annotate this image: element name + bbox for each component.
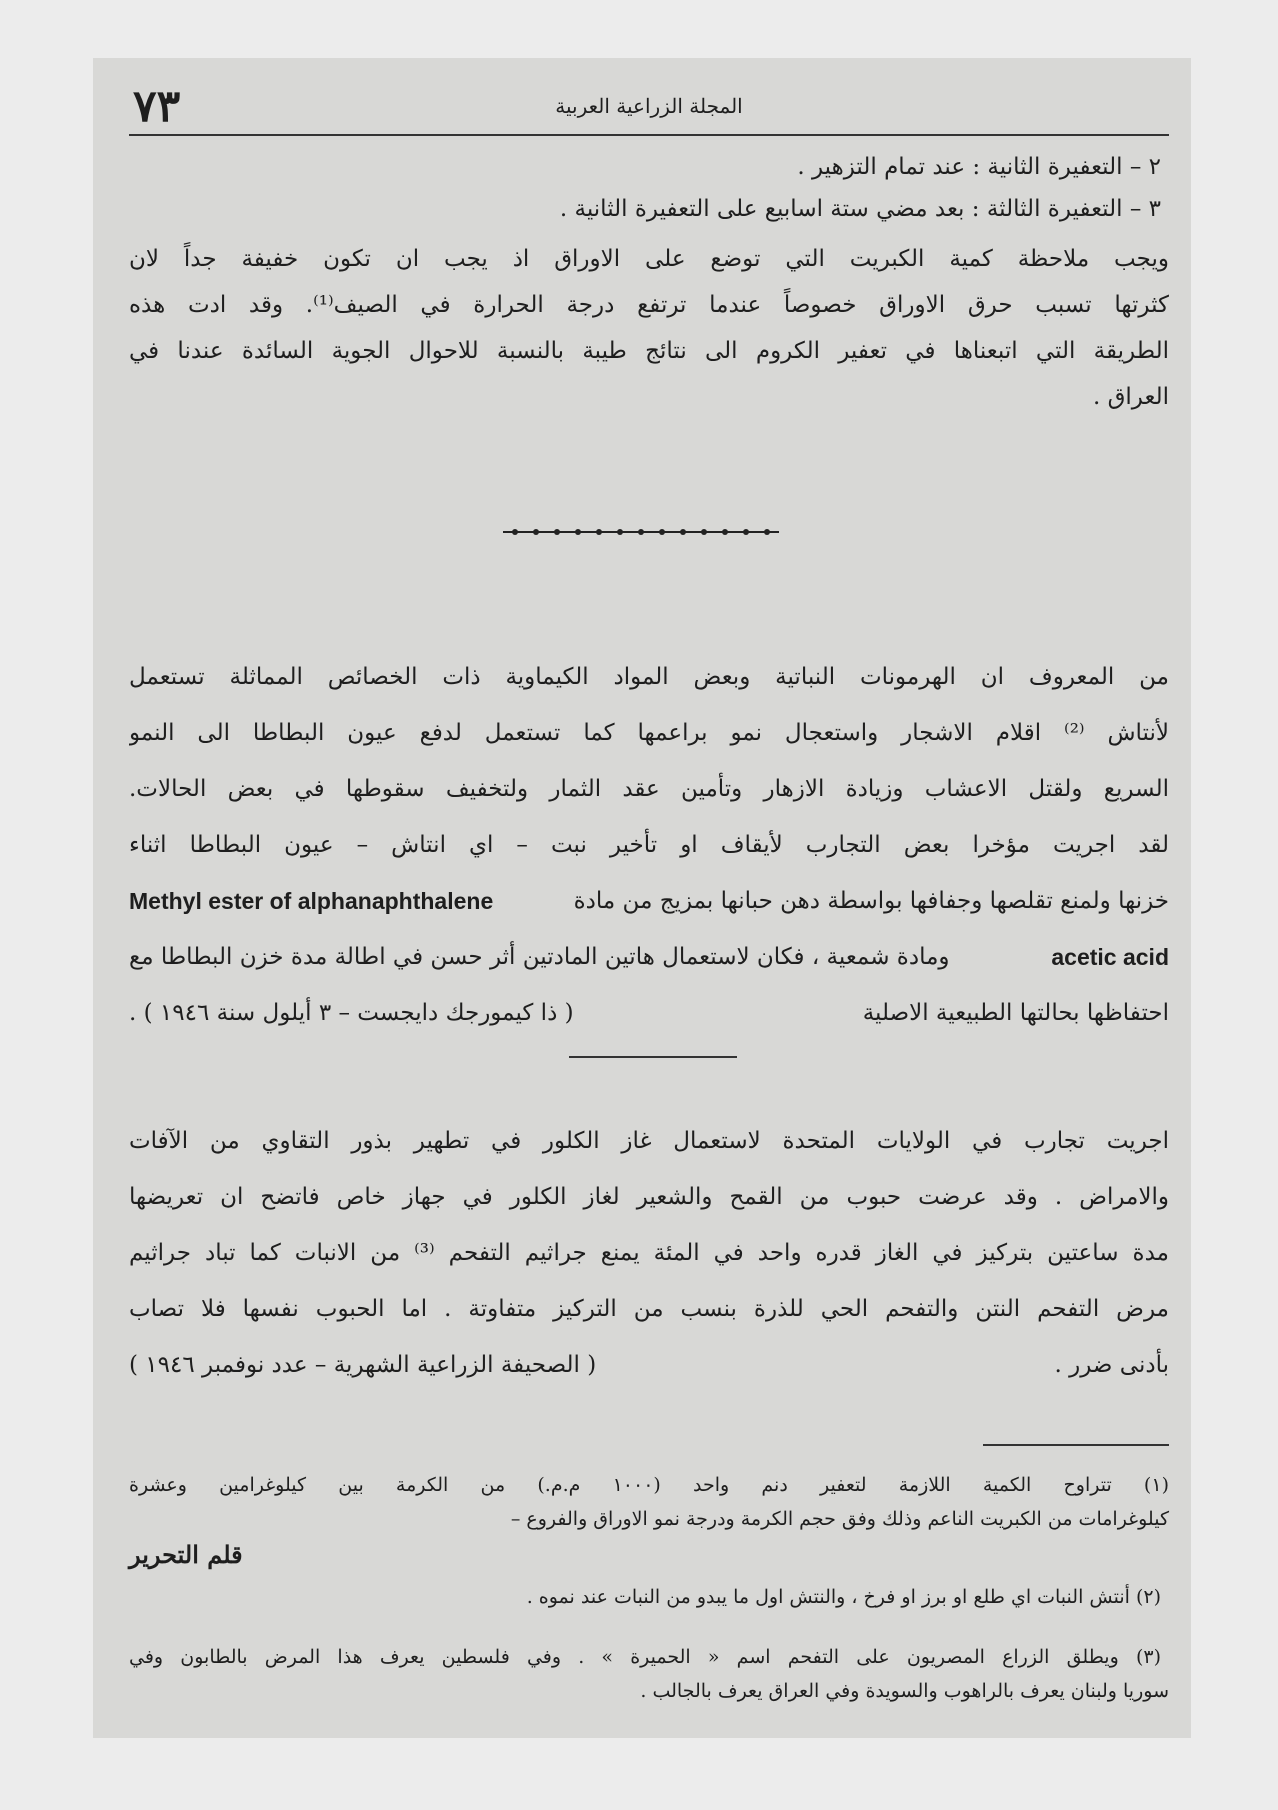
top-section: [129, 144, 1169, 420]
paragraph-line: [129, 934, 1169, 980]
footnote-line: سوريا ولبنان يعرف بالراهوب والسويدة وفي العراق يعرف بالجالب .: [640, 1680, 1169, 1702]
footnote-2: [129, 1580, 1169, 1614]
potato-section: [129, 654, 1169, 1036]
paragraph-line: والامراض . وقد عرضت حبوب من القمح والشعير لغاز الكلور في جهاز خاص فاتضح ان تعريضها: [129, 1184, 1169, 1210]
journal-title: المجلة الزراعية العربية: [555, 94, 743, 118]
footnote-line: (٣) ويطلق الزراع المصريون على التفحم اسم « الحميرة » . وفي فلسطين يعرف هذا المرض بالطابون وفي: [129, 1646, 1161, 1668]
arabic-text: بأدنى ضرر .: [1054, 1352, 1169, 1378]
footnote-line: (١) تتراوح الكمية اللازمة لتعفير دنم واحد (١٠٠٠ م.م.) من الكرمة بين كيلوغرامين وعشرة: [129, 1474, 1169, 1496]
list-item-2: ٢ – التعفيرة الثانية : عند تمام التزهير .: [797, 154, 1161, 180]
arabic-text: ومادة شمعية ، فكان لاستعمال هاتين المادتين أثر حسن في اطالة مدة خزن البطاطا مع: [129, 944, 950, 970]
footnote-line: كيلوغرامات من الكبريت الناعم وذلك وفق حجم الكرمة ودرجة نمو الاوراق والفروع –: [510, 1508, 1169, 1530]
chemical-name: Methyl ester of alphanaphthalene: [129, 888, 494, 914]
paragraph-line: لأنتاش ⁽²⁾ اقلام الاشجار واستعجال نمو براعمها كما تستعمل لدفع عيون البطاطا الى النمو: [129, 720, 1169, 746]
paragraph-line: اجريت تجارب في الولايات المتحدة لاستعمال غاز الكلور في تطهير بذور التقاوي من الآفات: [129, 1128, 1169, 1154]
paragraph-line: من المعروف ان الهرمونات النباتية وبعض المواد الكيماوية ذات الخصائص المماثلة تستعمل: [129, 664, 1169, 690]
ornament-divider: [503, 528, 779, 536]
paragraph-line: الطريقة التي اتبعناها في تعفير الكروم الى نتائج طيبة بالنسبة للاحوال الجوية السائدة عندنا في: [129, 338, 1169, 364]
paragraph-line: السريع ولقتل الاعشاب وزيادة الازهار وتأمين عقد الثمار ولتخفيف سقوطها في بعض الحالات.: [129, 776, 1169, 802]
chemical-name-cont: acetic acid: [1051, 944, 1169, 970]
paragraph-line: [129, 878, 1169, 924]
footnote-1: [129, 1468, 1169, 1536]
list-item-3: ٣ – التعفيرة الثالثة : بعد مضي ستة اسابيع على التعفيرة الثانية .: [559, 196, 1161, 222]
footnote-3: [129, 1640, 1169, 1708]
source-citation: ( الصحيفة الزراعية الشهرية – عدد نوفمبر ١٩٤٦ ): [129, 1352, 597, 1378]
paragraph-line: لقد اجريت مؤخرا بعض التجارب لأيقاف او تأخير نبت – اي انتاش – عيون البطاطا اثناء: [129, 832, 1169, 858]
arabic-text: خزنها ولمنع تقلصها وجفافها بواسطة دهن حبانها بمزيج من مادة: [573, 888, 1169, 914]
paragraph-line: [129, 990, 1169, 1036]
page-number: ٧٣: [133, 81, 181, 132]
editor-signature: قلم التحرير: [129, 1540, 243, 1569]
paragraph-line: مدة ساعتين بتركيز في الغاز قدره واحد في المئة يمنع جراثيم التفحم ⁽³⁾ من الانبات كما تباد جراثيم: [129, 1240, 1169, 1266]
scanned-page: [93, 58, 1191, 1738]
paragraph-line: مرض التفحم النتن والتفحم الحي للذرة بنسب من التركيز متفاوتة . اما الحبوب نفسها فلا تصاب: [129, 1296, 1169, 1322]
paragraph-line: كثرتها تسبب حرق الاوراق خصوصاً عندما ترتفع درجة الحرارة في الصيف⁽¹⁾. وقد ادت هذه: [129, 292, 1169, 318]
paragraph-line: العراق .: [1092, 384, 1169, 410]
page-header: [129, 82, 1169, 132]
footnote-rule: [983, 1444, 1169, 1446]
arabic-text: احتفاظها بحالتها الطبيعية الاصلية: [862, 1000, 1169, 1026]
section-divider: [569, 1056, 737, 1058]
source-citation: ( ذا كيمورجك دايجست – ٣ أيلول سنة ١٩٤٦ ) .: [129, 1000, 574, 1026]
paragraph-line: [129, 1342, 1169, 1388]
paragraph-line: ويجب ملاحظة كمية الكبريت التي توضع على الاوراق اذ يجب ان تكون خفيفة جداً لان: [129, 246, 1169, 272]
header-rule: [129, 134, 1169, 136]
chlorine-section: [129, 1118, 1169, 1388]
footnote-line: (٢) أنتش النبات اي طلع او برز او فرخ ، والنتش اول ما يبدو من النبات عند نموه .: [526, 1586, 1161, 1608]
